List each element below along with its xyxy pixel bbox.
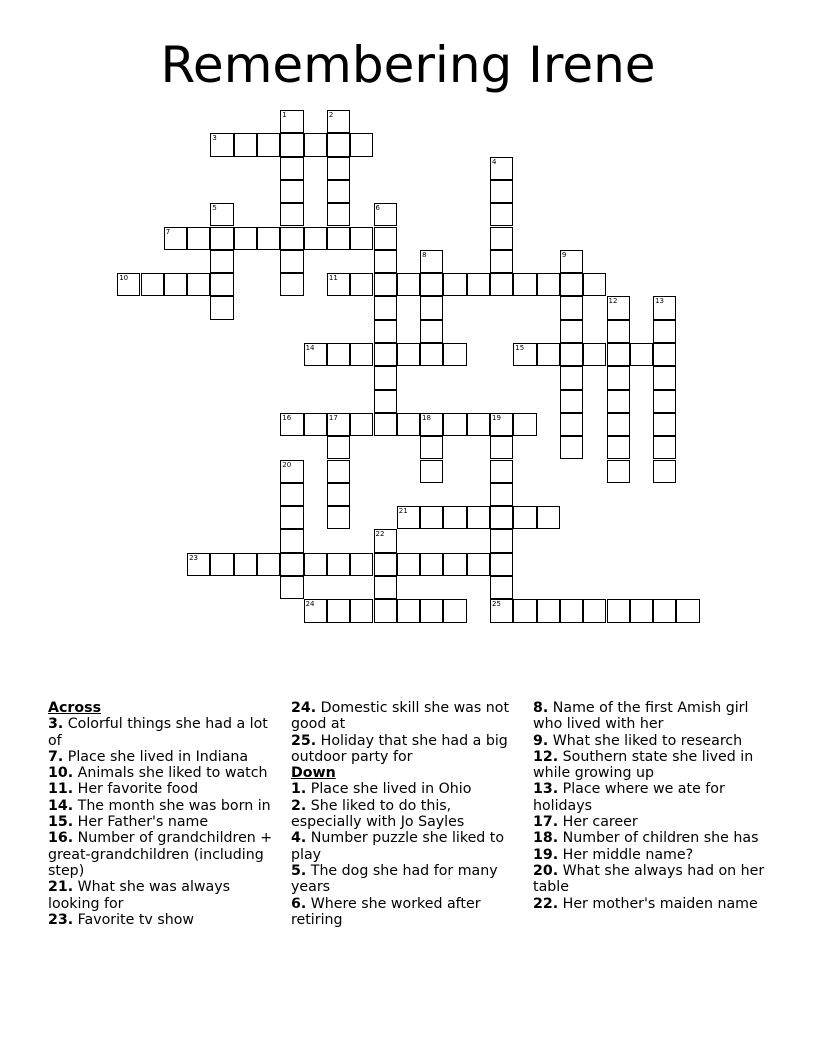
clue-number: 11. [48,781,74,798]
grid-cell[interactable] [304,553,327,576]
grid-cell[interactable] [630,343,653,366]
grid-cell[interactable] [327,343,350,366]
clue-number: 13. [533,781,559,798]
clue-item [291,896,521,929]
clue-number: 17. [533,814,559,831]
clue-number-label: 21 [398,507,408,516]
grid-cell[interactable] [350,133,373,156]
clue-number-label: 14 [305,344,315,352]
grid-cell[interactable] [560,343,583,366]
clue-item [291,781,521,797]
clue-text: Number of grandchildren + great-grandchildren (including step) [48,830,273,879]
grid-cell[interactable] [560,366,583,389]
clue-number-label: 12 [608,297,618,306]
grid-cell[interactable] [257,133,280,156]
grid-cell[interactable] [280,203,303,226]
grid-cell[interactable] [537,343,560,366]
grid-cell[interactable] [676,599,699,622]
grid-cell[interactable] [420,343,443,366]
grid-cell[interactable] [234,133,257,156]
grid-cell[interactable] [443,599,466,622]
grid-cell[interactable] [607,436,630,459]
grid-cell[interactable] [374,390,397,413]
grid-cell[interactable] [513,413,536,436]
grid-cell[interactable] [374,343,397,366]
clue-item [533,749,765,782]
grid-cell[interactable] [187,227,210,250]
grid-cell[interactable] [467,413,490,436]
clue-number-label: 5 [212,204,217,213]
clue-item [48,781,280,797]
clue-item [291,798,521,831]
clue-text: Animals she liked to watch [73,765,268,782]
clue-item [533,847,765,863]
grid-cell[interactable] [280,273,303,296]
grid-cell[interactable] [350,343,373,366]
grid-cell[interactable] [443,273,466,296]
grid-cell[interactable] [327,553,350,576]
grid-cell[interactable] [607,599,630,622]
grid-cell[interactable] [350,553,373,576]
grid-cell[interactable] [513,273,536,296]
clue-item [48,879,280,912]
grid-cell[interactable] [210,227,233,250]
clue-number: 12. [533,748,559,765]
grid-cell[interactable] [583,273,606,296]
grid-cell[interactable] [537,599,560,622]
clue-number-label: 13 [655,297,665,306]
clue-text: Her Father's name [73,814,209,831]
grid-cell[interactable] [374,250,397,273]
grid-cell[interactable] [327,436,350,459]
grid-cell[interactable] [537,273,560,296]
clue-number-label: 4 [492,157,497,166]
grid-cell[interactable] [560,436,583,459]
grid-cell[interactable] [210,296,233,319]
clue-number-label: 24 [305,600,315,609]
grid-cell[interactable] [560,413,583,436]
clue-number-label: 20 [282,460,292,469]
grid-cell[interactable] [607,320,630,343]
grid-cell[interactable] [280,553,303,576]
grid-cell[interactable] [490,553,513,576]
clue-number: 6. [291,895,307,912]
clue-item [291,830,521,863]
grid-cell[interactable] [653,460,676,483]
grid-cell[interactable] [257,553,280,576]
grid-cell[interactable] [374,227,397,250]
grid-cell[interactable] [350,227,373,250]
grid-cell[interactable] [630,599,653,622]
clue-text: What she always had on her table [533,862,765,896]
clue-text: Colorful things she had a lot of [48,716,268,749]
grid-cell[interactable] [607,343,630,366]
clue-number-label: 18 [422,413,432,422]
clue-number: 9. [533,732,549,749]
grid-cell[interactable] [374,296,397,319]
clue-number: 2. [291,797,307,814]
clue-text: Place where we ate for holidays [533,781,725,814]
clue-number: 23. [48,911,74,928]
grid-cell[interactable] [490,460,513,483]
clue-text: Domestic skill she was not good at [291,700,510,733]
grid-cell[interactable] [280,529,303,552]
grid-cell[interactable] [374,576,397,599]
grid-cell[interactable] [420,506,443,529]
grid-cell[interactable] [513,506,536,529]
clue-number-label: 7 [165,227,171,236]
grid-cell[interactable] [397,343,420,366]
grid-cell[interactable] [327,203,350,226]
grid-cell[interactable] [327,133,350,156]
grid-cell[interactable] [420,436,443,459]
clue-item [533,700,765,733]
grid-cell[interactable] [653,390,676,413]
grid-cell[interactable] [583,599,606,622]
grid-cell[interactable] [397,553,420,576]
grid-cell[interactable] [467,506,490,529]
grid-cell[interactable] [280,227,303,250]
clue-text: Number of children she has [558,830,759,847]
grid-cell[interactable] [280,506,303,529]
clue-number-label: 11 [328,274,338,283]
clue-item [48,912,280,928]
clue-section-heading: Across [48,700,102,716]
clue-number: 21. [48,879,74,896]
grid-cell[interactable] [420,553,443,576]
grid-cell[interactable] [560,296,583,319]
clue-item [533,863,765,896]
grid-cell[interactable] [280,157,303,180]
clue-number-label: 1 [282,111,287,119]
clue-text: Where she worked after retiring [291,895,481,928]
grid-cell[interactable] [280,180,303,203]
grid-cell[interactable] [374,599,397,622]
clue-number-label: 9 [561,250,567,259]
grid-cell[interactable] [443,413,466,436]
clue-number: 5. [291,862,307,879]
clue-text: What she liked to research [548,732,743,749]
grid-cell[interactable] [607,413,630,436]
grid-cell[interactable] [490,180,513,203]
clue-number: 20. [533,862,559,879]
grid-cell[interactable] [327,157,350,180]
clue-text: Her favorite food [73,781,199,798]
clue-number: 3. [48,716,64,733]
clue-number-label: 23 [189,553,199,562]
grid-cell[interactable] [490,203,513,226]
grid-cell[interactable] [210,250,233,273]
clue-text: Favorite tv show [73,911,194,928]
grid-cell[interactable] [374,413,397,436]
grid-cell[interactable] [304,227,327,250]
clue-text: Number puzzle she liked to play [291,830,505,863]
clue-text: Her middle name? [558,846,694,863]
grid-cell[interactable] [583,343,606,366]
grid-cell[interactable] [327,180,350,203]
clue-text: What she was always looking for [48,879,230,912]
grid-cell[interactable] [653,413,676,436]
grid-cell[interactable] [443,343,466,366]
clue-number-label: 19 [492,413,501,422]
grid-cell[interactable] [490,273,513,296]
grid-cell[interactable] [490,250,513,273]
grid-cell[interactable] [607,366,630,389]
clue-number-label: 10 [119,274,129,283]
grid-cell[interactable] [350,273,373,296]
grid-cell[interactable] [443,506,466,529]
grid-cell[interactable] [327,227,350,250]
grid-cell[interactable] [467,273,490,296]
grid-cell[interactable] [374,320,397,343]
clue-number: 8. [533,700,549,716]
clue-column-2 [291,700,521,928]
clue-number: 22. [533,895,559,912]
grid-cell[interactable] [607,460,630,483]
clue-text: Place she lived in Indiana [63,748,249,765]
clue-number: 4. [291,830,307,847]
grid-cell[interactable] [653,343,676,366]
clue-text: Her mother's maiden name [558,895,758,912]
page-title: Remembering Irene [160,36,656,94]
clue-text: Holiday that she had a big outdoor party for [291,732,508,765]
grid-cell[interactable] [420,460,443,483]
grid-cell[interactable] [304,133,327,156]
clue-number-label: 6 [375,204,380,213]
grid-cell[interactable] [280,483,303,506]
clue-number-label: 22 [375,530,385,539]
grid-cell[interactable] [164,273,187,296]
clue-number: 7. [48,748,64,765]
clue-number: 16. [48,830,74,847]
clue-text: Place she lived in Ohio [306,781,472,798]
grid-cell[interactable] [490,529,513,552]
clue-item [291,863,521,896]
clue-item [48,749,280,765]
grid-cell[interactable] [280,576,303,599]
clue-number-label: 25 [492,600,501,609]
clue-text: Her career [558,814,638,831]
grid-cell[interactable] [327,599,350,622]
grid-cell[interactable] [374,273,397,296]
clue-number-label: 16 [282,413,292,422]
clue-item [533,733,765,749]
grid-cell[interactable] [234,553,257,576]
clue-number-label: 17 [328,413,338,422]
clue-text: The month she was born in [73,797,271,814]
grid-cell[interactable] [420,599,443,622]
grid-cell[interactable] [327,506,350,529]
grid-cell[interactable] [537,506,560,529]
grid-cell[interactable] [234,227,257,250]
grid-cell[interactable] [304,413,327,436]
grid-cell[interactable] [257,227,280,250]
clue-text: She liked to do this, especially with Jo Sayles [291,797,465,831]
grid-cell[interactable] [560,320,583,343]
grid-cell[interactable] [280,133,303,156]
clue-section-heading: Down [291,765,336,782]
clue-item [533,814,765,830]
clue-column-1 [48,700,280,928]
grid-cell[interactable] [397,273,420,296]
clue-number-label: 15 [515,344,525,352]
grid-cell[interactable] [490,436,513,459]
clue-number: 24. [291,700,317,716]
clue-item [291,733,521,766]
grid-cell[interactable] [210,273,233,296]
grid-cell[interactable] [560,599,583,622]
grid-cell[interactable] [653,436,676,459]
clue-item [48,765,280,781]
grid-cell[interactable] [420,296,443,319]
grid-cell[interactable] [560,273,583,296]
clue-item [48,716,280,749]
clue-text: Name of the first Amish girl who lived with her [533,700,749,733]
grid-cell[interactable] [653,366,676,389]
clue-text: Southern state she lived in while growing up [533,748,754,782]
grid-cell[interactable] [141,273,164,296]
clue-item [48,798,280,814]
clue-item [533,830,765,846]
clue-item [533,896,765,912]
clue-item [533,781,765,814]
clue-number: 25. [291,732,317,749]
grid-cell[interactable] [607,390,630,413]
grid-cell[interactable] [653,320,676,343]
grid-cell[interactable] [653,599,676,622]
clue-number-label: 8 [422,250,427,259]
grid-cell[interactable] [374,366,397,389]
grid-cell[interactable] [397,599,420,622]
grid-cell[interactable] [327,483,350,506]
grid-cell[interactable] [350,599,373,622]
clue-column-3 [533,700,765,912]
clue-number-label: 2 [328,111,334,119]
clue-number: 15. [48,814,74,831]
grid-cell[interactable] [374,553,397,576]
grid-cell[interactable] [513,599,536,622]
clue-number: 10. [48,765,74,782]
clue-number: 1. [291,781,307,798]
clue-number: 14. [48,797,74,814]
grid-cell[interactable] [420,273,443,296]
grid-cell[interactable] [490,483,513,506]
grid-cell[interactable] [187,273,210,296]
grid-cell[interactable] [397,413,420,436]
clue-item [48,830,280,879]
clue-item [48,814,280,830]
clue-number: 19. [533,846,559,863]
grid-cell[interactable] [490,227,513,250]
grid-cell[interactable] [350,413,373,436]
grid-cell[interactable] [327,460,350,483]
grid-cell[interactable] [490,576,513,599]
clue-item [291,700,521,733]
grid-cell[interactable] [210,553,233,576]
grid-cell[interactable] [490,506,513,529]
clue-number-label: 3 [212,134,217,143]
grid-cell[interactable] [420,320,443,343]
grid-cell[interactable] [280,250,303,273]
grid-cell[interactable] [560,390,583,413]
clue-number: 18. [533,830,559,847]
grid-cell[interactable] [443,553,466,576]
clue-text: The dog she had for many years [291,862,498,896]
grid-cell[interactable] [467,553,490,576]
